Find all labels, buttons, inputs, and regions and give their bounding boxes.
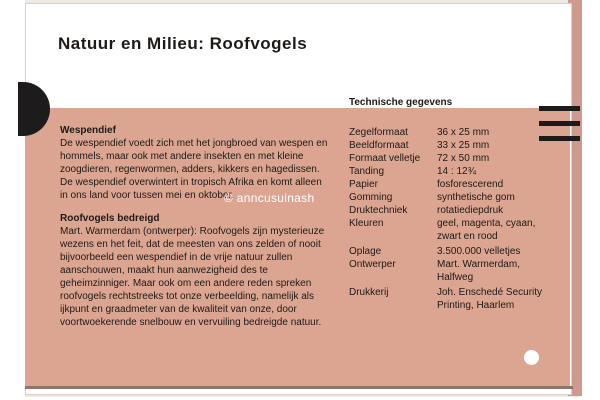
spec-label: Zegelformaat [349,127,408,138]
spec-value: 72 x 50 mm [437,153,490,164]
spec-label: Druktechniek [349,205,408,216]
spec-label: Drukkerij [349,287,389,298]
spec-value: 36 x 25 mm [437,127,490,138]
section-heading-wespendief: Wespendief [60,125,116,136]
spec-value: 14 : 12¾ [437,166,476,177]
spec-label: Gomming [349,192,393,203]
spec-row [349,126,564,139]
spec-label: Tanding [349,166,385,177]
spec-row [349,204,564,217]
stripe [539,106,580,111]
spec-value: fosforescerend [437,179,504,190]
technical-heading: Technische gegevens [349,97,453,108]
spec-row [349,191,564,204]
spec-value: rotatiediepdruk [437,205,504,216]
punch-hole [524,350,539,365]
spec-row [349,286,564,312]
section-text-roofvogels: Mart. Warmerdam (ontwerper): Roofvogels zijn mysterieuze wezens en het feit, dat de meesten van ons zelden of nooit bijvoorbeeld een wespendief in de vrije natuur zullen aanschouwen, maakt hun aanwezigheid des te geheimzinniger. Maar ook om een andere reden spreken roofvogels rechtstreeks tot onze verbeelding, namelijk als ijkpunt en graadmeter van de kwaliteit van onze, door voortwoekerende snelbouw en vervuiling bedreigde natuur. [60,226,325,328]
spec-label: Papier [349,179,378,190]
section-text-wespendief: De wespendief voedt zich met het jongbroed van wespen en hommels, maar ook met andere insekten en met kleine zoogdieren, regenwormen, adders, kikkers en hagedissen. De wespendief overwintert in tropisch Afrika en komt alleen in ons land voor tussen mei en oktober. [60,138,328,201]
spec-row [349,152,564,165]
description-column [60,124,330,329]
spec-value-line: Halfweg [437,272,474,283]
spec-label: Kleuren [349,218,384,229]
spec-value-line: Printing, Haarlem [437,300,515,311]
spec-value-line: geel, magenta, cyaan, [437,218,536,229]
spec-value [437,286,564,312]
page-title: Natuur en Milieu: Roofvogels [58,34,308,53]
spec-value-line: Joh. Enschedé Security [437,287,543,298]
spec-value [437,258,564,284]
watermark-text: © anncusuinash [224,191,315,205]
spec-row [349,258,564,284]
bottom-rule [25,386,573,389]
spec-row [349,139,564,152]
spec-value: 3.500.000 velletjes [437,246,521,257]
technical-specs [349,126,564,312]
spec-value-line: zwart en rood [437,231,498,242]
spec-label: Beeldformaat [349,140,409,151]
spec-label: Formaat velletje [349,153,421,164]
spec-label: Ontwerper [349,259,396,270]
spec-row [349,245,564,258]
spec-row [349,165,564,178]
spec-row [349,217,564,243]
spec-row [349,178,564,191]
spec-value: 33 x 25 mm [437,140,490,151]
spec-value-line: Mart. Warmerdam, [437,259,520,270]
spec-value: synthetische gom [437,192,515,203]
spec-label: Oplage [349,246,382,257]
section-heading-roofvogels: Roofvogels bedreigd [60,213,160,224]
spec-value [437,217,564,243]
